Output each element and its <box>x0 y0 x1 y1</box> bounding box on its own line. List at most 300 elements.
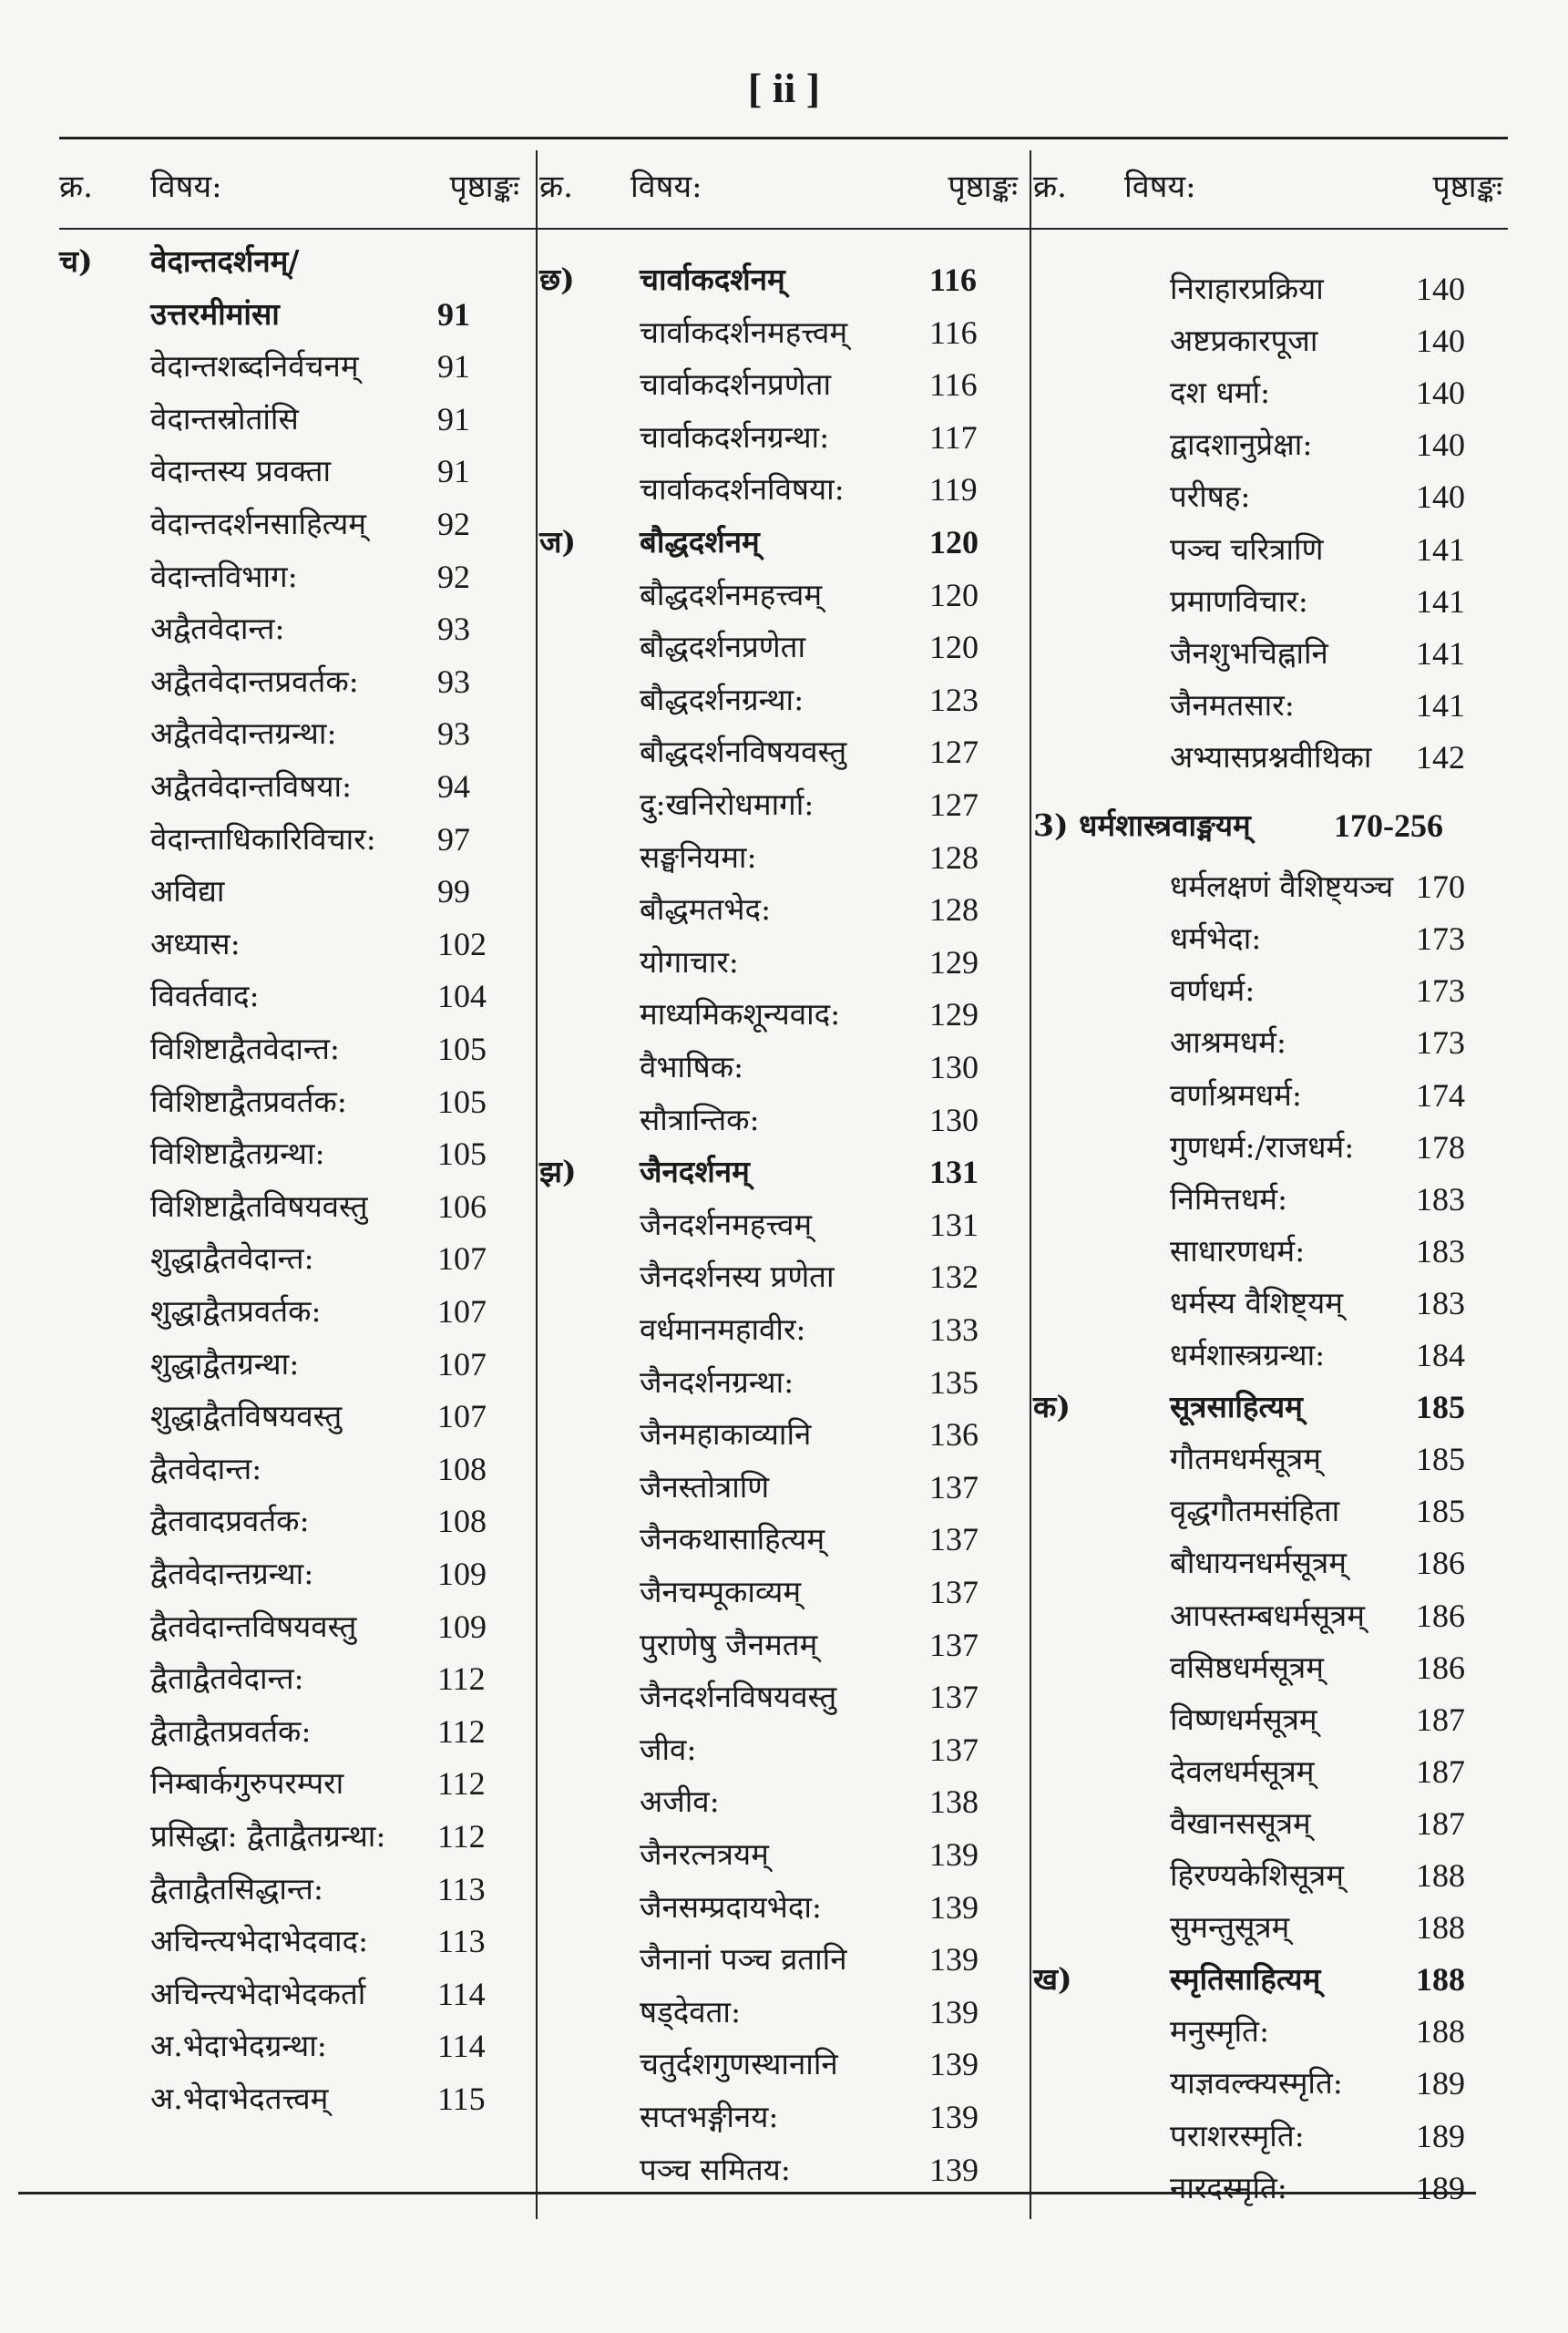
toc-entry <box>539 1094 1027 1146</box>
entry-title: द्वैतवेदान्तविषयवस्तु <box>150 1608 357 1644</box>
entry-page: 93 <box>437 715 470 753</box>
toc-entry <box>59 235 528 288</box>
toc-entry <box>59 918 528 971</box>
toc-entry <box>1033 1589 1512 1642</box>
entry-title: धर्मस्य वैशिष्ट्यम् <box>1170 1284 1343 1321</box>
entry-title: स्मृतिसाहित्यम् <box>1170 1961 1321 1998</box>
entry-title: जैनदर्शनमहत्त्वम् <box>640 1206 813 1242</box>
entry-title: निमित्तधर्म: <box>1170 1180 1288 1217</box>
entry-page: 184 <box>1416 1337 1465 1373</box>
toc-entry <box>59 1338 528 1391</box>
entry-page: 91 <box>437 400 470 437</box>
entry-title: सूत्रसाहित्यम् <box>1170 1389 1303 1425</box>
toc-entry <box>539 1723 1027 1776</box>
entry-page: 174 <box>1416 1076 1465 1114</box>
entry-page: 132 <box>929 1259 979 1296</box>
entry-title: दु:खनिरोधमार्गा: <box>640 786 815 822</box>
toc-entry <box>539 253 1027 306</box>
entry-title: पञ्च समितय: <box>640 2151 791 2187</box>
toc-entry <box>539 463 1027 516</box>
toc-entry <box>1033 964 1512 1017</box>
entry-page: 127 <box>929 734 979 771</box>
entry-page: 94 <box>437 768 470 805</box>
entry-page: 139 <box>929 1993 979 2030</box>
header-subject: विषय: <box>630 169 702 205</box>
toc-entry <box>59 445 528 498</box>
toc-entry <box>539 569 1027 622</box>
toc-entry <box>539 1933 1027 1986</box>
entry-page: 185 <box>1416 1389 1465 1426</box>
entry-title: सङ्घनियमा: <box>640 838 757 875</box>
entry-title: चार्वाकदर्शनम् <box>640 262 785 297</box>
entry-title: द्वैतवादप्रवर्तक: <box>150 1503 310 1539</box>
toc-entry <box>539 1986 1027 2039</box>
entry-title: पुराणेषु जैनमतम् <box>640 1626 818 1662</box>
entry-page: 137 <box>929 1468 979 1506</box>
entry-page: 189 <box>1416 2117 1465 2154</box>
entry-page: 113 <box>437 1923 486 1960</box>
entry-title: पञ्च चरित्राणि <box>1170 530 1324 567</box>
entry-title: वसिष्ठधर्मसूत्रम् <box>1170 1649 1324 1685</box>
toc-entry <box>539 2091 1027 2143</box>
toc-entry <box>539 1250 1027 1303</box>
entry-page: 138 <box>929 1783 979 1821</box>
entry-title: मनुस्मृति: <box>1170 2013 1270 2050</box>
column-header <box>59 164 528 219</box>
entry-page: 131 <box>929 1206 979 1243</box>
toc-entry <box>59 1600 528 1653</box>
toc-entry <box>59 970 528 1023</box>
entry-title: बौद्धदर्शनग्रन्था: <box>640 681 804 717</box>
entry-page: 116 <box>929 366 978 404</box>
entry-page: 104 <box>437 978 487 1015</box>
toc-entry <box>539 1566 1027 1619</box>
entry-page: 188 <box>1416 1909 1465 1947</box>
entry-title: सुमन्तुसूत्रम् <box>1170 1909 1290 1946</box>
entry-page: 173 <box>1416 1024 1465 1062</box>
column-header <box>1033 164 1512 219</box>
entry-title: द्वादशानुप्रेक्षा: <box>1170 427 1313 463</box>
entry-title: जैनस्तोत्राणि <box>640 1468 770 1505</box>
toc-entry <box>539 1356 1027 1409</box>
entry-title: विवर्तवाद: <box>150 978 260 1014</box>
entry-title: 3) धर्मशास्त्रवाङ्मयम् <box>1033 807 1251 843</box>
entry-title: जैनशुभचिह्नानि <box>1170 634 1328 671</box>
toc-entry <box>539 1619 1027 1671</box>
toc-entry <box>539 1198 1027 1251</box>
entry-page: 112 <box>437 1660 486 1698</box>
entry-page: 187 <box>1416 1804 1465 1842</box>
entry-title: चतुर्दशगुणस्थानानि <box>640 2046 838 2082</box>
entry-title: अजीव: <box>640 1783 720 1820</box>
entry-page: 137 <box>929 1731 979 1768</box>
entry-title: विशिष्टाद्वैतविषयवस्तु <box>150 1187 368 1224</box>
toc-entry <box>1033 1173 1512 1226</box>
toc-entry <box>1033 1797 1512 1850</box>
toc-entry <box>539 358 1027 411</box>
entry-title: याज्ञवल्क्यस्मृति: <box>1170 2065 1343 2102</box>
entry-page: 114 <box>437 1975 486 2012</box>
entry-page: 188 <box>1416 1857 1465 1894</box>
entry-title: विशिष्टाद्वैतवेदान्त: <box>150 1031 340 1066</box>
entry-number: च) <box>59 243 93 279</box>
entry-title: वेदान्तदर्शनम्/ <box>150 243 300 279</box>
entry-title: द्वैतवेदान्त: <box>150 1450 262 1486</box>
entry-title: बौद्धदर्शनप्रणेता <box>640 629 806 665</box>
entry-title: शुद्धाद्वैतविषयवस्तु <box>150 1398 343 1434</box>
entry-title: शुद्धाद्वैतग्रन्था: <box>150 1345 300 1382</box>
entry-title: अचिन्त्यभेदाभेदकर्ता <box>150 1975 366 2011</box>
entry-title: विशिष्टाद्वैतप्रवर्तक: <box>150 1083 347 1119</box>
entry-title: निराहारप्रक्रिया <box>1170 271 1324 306</box>
toc-entry <box>1033 1381 1512 1434</box>
entry-title: द्वैतवेदान्तग्रन्था: <box>150 1556 314 1591</box>
entry-number: झ) <box>539 1154 577 1190</box>
entry-page: 137 <box>929 1626 979 1663</box>
entry-page: 189 <box>1416 2169 1465 2206</box>
column-header <box>539 164 1027 219</box>
header-rule <box>59 228 1508 230</box>
entry-title: धर्मलक्षणं वैशिष्ट्यञ्च <box>1170 868 1394 905</box>
entry-title: वेदान्तदर्शनसाहित्यम् <box>150 506 367 541</box>
entry-title: प्रसिद्धा: द्वैताद्वैतग्रन्था: <box>150 1818 386 1854</box>
entry-page: 140 <box>1416 478 1465 516</box>
toc-entry <box>1033 1329 1512 1382</box>
entry-page: 92 <box>437 506 470 542</box>
entry-page: 107 <box>437 1293 487 1330</box>
entry-page: 113 <box>437 1870 486 1907</box>
toc-entry <box>539 1670 1027 1723</box>
entry-page: 139 <box>929 2099 979 2135</box>
entry-title: पराशरस्मृति: <box>1170 2117 1305 2153</box>
toc-entry <box>1033 1225 1512 1278</box>
entry-title: आपस्तम्बधर्मसूत्रम् <box>1170 1597 1365 1633</box>
entry-title: विष्णधर्मसूत्रम् <box>1170 1701 1317 1737</box>
entry-title: वैखानससूत्रम् <box>1170 1804 1311 1841</box>
entry-title: सौत्रान्तिक: <box>640 1101 760 1137</box>
toc-entry <box>59 813 528 866</box>
entry-title: अद्वैतवेदान्त: <box>150 611 285 647</box>
toc-entry <box>59 2020 528 2072</box>
entry-title: जीव: <box>640 1731 697 1767</box>
entry-page: 129 <box>929 996 979 1033</box>
toc-entry <box>1033 679 1512 732</box>
entry-title: अ.भेदाभेदतत्त्वम् <box>150 2081 329 2116</box>
entry-page: 140 <box>1416 375 1465 412</box>
toc-entry <box>59 655 528 708</box>
entry-page: 108 <box>437 1450 487 1487</box>
toc-entry <box>539 411 1027 464</box>
toc-entry <box>539 1881 1027 1934</box>
toc-entry <box>539 1775 1027 1828</box>
toc-entry <box>1033 418 1512 471</box>
entry-page: 112 <box>437 1818 486 1855</box>
toc-entry <box>539 2143 1027 2196</box>
entry-title: वेदान्तस्रोतांसि <box>150 400 299 437</box>
toc-entry <box>59 550 528 603</box>
toc-entry <box>539 673 1027 726</box>
entry-title: जैनचम्पूकाव्यम् <box>640 1574 802 1609</box>
entry-page: 123 <box>929 681 979 718</box>
toc-entry <box>539 936 1027 989</box>
entry-title: शुद्धाद्वैतप्रवर्तक: <box>150 1293 322 1329</box>
entry-page: 183 <box>1416 1284 1465 1321</box>
toc-entry <box>59 288 528 341</box>
header-page: पृष्ठाङ्कः <box>1432 169 1502 205</box>
entry-page: 120 <box>929 524 979 560</box>
header-page: पृष्ठाङ्कः <box>948 169 1018 205</box>
entry-title: साधारणधर्म: <box>1170 1232 1306 1269</box>
toc-entry <box>1033 523 1512 576</box>
entry-title: द्वैताद्वैतवेदान्त: <box>150 1660 304 1697</box>
entry-page: 108 <box>437 1503 487 1540</box>
toc-entry <box>539 778 1027 831</box>
column-divider-1 <box>536 150 538 2219</box>
entry-page: 92 <box>437 558 470 595</box>
entry-title: बौद्धमतभेद: <box>640 891 772 928</box>
entry-title: जैनानां पञ्च व्रतानि <box>640 1941 847 1978</box>
entry-page: 139 <box>929 2046 979 2083</box>
entry-title: नारदस्मृति: <box>1170 2169 1287 2205</box>
toc-entry <box>539 306 1027 359</box>
toc-entry <box>59 2072 528 2125</box>
toc-entry <box>1033 1069 1512 1122</box>
toc-entry <box>59 602 528 655</box>
entry-page: 91 <box>437 295 470 333</box>
toc-entry <box>59 1495 528 1547</box>
entry-title: वेदान्तविभाग: <box>150 558 298 594</box>
toc-entry <box>539 1461 1027 1514</box>
entry-page: 105 <box>437 1136 487 1173</box>
toc-entry <box>1033 1901 1512 1954</box>
entry-page: 186 <box>1416 1649 1465 1686</box>
entry-title: जैनसम्प्रदायभेदा: <box>640 1888 823 1925</box>
entry-number: छ) <box>539 262 575 297</box>
entry-title: द्वैताद्वैतप्रवर्तक: <box>150 1712 312 1749</box>
toc-entry <box>1033 1693 1512 1746</box>
entry-page: 112 <box>437 1765 486 1803</box>
toc-entry <box>59 1863 528 1916</box>
entry-title: माध्यमिकशून्यवाद: <box>640 996 841 1033</box>
toc-entry <box>1033 627 1512 680</box>
toc-entry <box>1033 1485 1512 1537</box>
toc-entry <box>539 1146 1027 1198</box>
toc-entry <box>59 498 528 550</box>
entry-page: 173 <box>1416 920 1465 958</box>
entry-page: 99 <box>437 873 470 910</box>
toc-entry <box>59 1810 528 1863</box>
toc-entry <box>539 1303 1027 1356</box>
entry-title: शुद्धाद्वैतवेदान्त: <box>150 1240 314 1277</box>
toc-entry <box>1033 2162 1512 2215</box>
entry-page: 120 <box>929 629 979 666</box>
toc-entry <box>59 760 528 813</box>
entry-page: 128 <box>929 891 979 929</box>
entry-page: 120 <box>929 576 979 613</box>
entry-title: आश्रमधर्म: <box>1170 1024 1286 1061</box>
entry-title: बौद्धदर्शनविषयवस्तु <box>640 734 847 770</box>
entry-page: 189 <box>1416 2065 1465 2102</box>
entry-title: निम्बार्कगुरुपरम्परा <box>150 1765 344 1802</box>
toc-entry <box>1033 1953 1512 2006</box>
entry-title: अद्वैतवेदान्तविषया: <box>150 768 353 804</box>
entry-page: 136 <box>929 1416 979 1454</box>
entry-page: 109 <box>437 1608 487 1645</box>
toc-entry <box>1033 860 1512 913</box>
entry-page: 93 <box>437 611 470 648</box>
entry-title: चार्वाकदर्शनप्रणेता <box>640 366 832 403</box>
entry-page: 107 <box>437 1398 487 1435</box>
toc-entry <box>59 1443 528 1495</box>
entry-page: 170-256 <box>1334 807 1443 844</box>
entry-title: अध्यास: <box>150 925 241 961</box>
entry-title: जैनदर्शनविषयवस्तु <box>640 1679 837 1715</box>
entry-page: 139 <box>929 1888 979 1926</box>
entry-page: 141 <box>1416 530 1465 568</box>
header-number: क्र. <box>59 169 93 205</box>
entry-page: 106 <box>437 1187 487 1225</box>
toc-entry <box>1033 1016 1512 1069</box>
entry-page: 130 <box>929 1049 979 1085</box>
entry-page: 185 <box>1416 1441 1465 1478</box>
entry-title: अ.भेदाभेदग्रन्था: <box>150 2028 327 2064</box>
toc-entry <box>539 2038 1027 2091</box>
entry-title: जैनदर्शनम् <box>640 1154 750 1190</box>
entry-page: 188 <box>1416 2013 1465 2050</box>
entry-page: 141 <box>1416 686 1465 724</box>
header-subject: विषय: <box>150 169 222 205</box>
entry-page: 141 <box>1416 582 1465 620</box>
toc-entry <box>59 1757 528 1810</box>
entry-page: 183 <box>1416 1232 1465 1269</box>
entry-title: वर्णाश्रमधर्म: <box>1170 1076 1302 1113</box>
toc-entry <box>1033 1433 1512 1485</box>
entry-title: हिरण्यकेशिसूत्रम् <box>1170 1857 1344 1893</box>
entry-title: चार्वाकदर्शनविषया: <box>640 471 845 508</box>
entry-page: 128 <box>929 838 979 876</box>
entry-title: बौद्धदर्शनम् <box>640 524 760 560</box>
entry-title: द्वैताद्वैतसिद्धान्त: <box>150 1870 323 1906</box>
entry-page: 141 <box>1416 634 1465 672</box>
entry-title: परीषह: <box>1170 478 1251 515</box>
toc-entry <box>59 1390 528 1443</box>
entry-title: वेदान्ताधिकारिविचार: <box>150 820 376 857</box>
entry-title: वैभाषिक: <box>640 1049 744 1084</box>
entry-page: 186 <box>1416 1545 1465 1582</box>
entry-page: 139 <box>929 1836 979 1873</box>
toc-entry <box>59 1127 528 1180</box>
entry-page: 183 <box>1416 1180 1465 1218</box>
entry-page: 109 <box>437 1556 487 1592</box>
toc-entry <box>59 1075 528 1128</box>
toc-entry <box>59 393 528 446</box>
entry-title: देवलधर्मसूत्रम् <box>1170 1752 1315 1789</box>
entry-page: 107 <box>437 1345 487 1382</box>
entry-title: जैनदर्शनस्य प्रणेता <box>640 1259 835 1295</box>
entry-page: 112 <box>437 1712 486 1750</box>
toc-entry <box>1033 2057 1512 2110</box>
entry-number: क) <box>1033 1389 1071 1425</box>
entry-page: 114 <box>437 2028 486 2065</box>
entry-title: अचिन्त्यभेदाभेदवाद: <box>150 1923 369 1959</box>
toc-entry <box>1033 1641 1512 1694</box>
entry-page: 135 <box>929 1363 979 1401</box>
entry-page: 105 <box>437 1031 487 1067</box>
toc-entry <box>59 707 528 760</box>
entry-page: 139 <box>929 1941 979 1978</box>
toc-entry <box>59 1705 528 1758</box>
entry-title: अभ्यासप्रश्नवीथिका <box>1170 738 1372 775</box>
entry-page: 102 <box>437 925 487 962</box>
toc-entry <box>539 831 1027 884</box>
toc-entry <box>1033 314 1512 367</box>
entry-title: षड्देवता: <box>640 1993 742 2030</box>
entry-page: 140 <box>1416 323 1465 360</box>
entry-page: 107 <box>437 1240 487 1278</box>
entry-page: 142 <box>1416 738 1465 776</box>
entry-page: 170 <box>1416 868 1465 906</box>
header-number: क्र. <box>1033 169 1067 205</box>
entry-title: प्रमाणविचार: <box>1170 582 1308 619</box>
entry-page: 173 <box>1416 972 1465 1010</box>
entry-title: वेदान्तस्य प्रवक्ता <box>150 453 332 489</box>
entry-title: वर्णधर्म: <box>1170 972 1255 1009</box>
toc-entry <box>59 865 528 918</box>
toc-entry <box>539 1828 1027 1881</box>
top-rule <box>59 137 1508 139</box>
entry-page: 116 <box>929 313 978 351</box>
entry-title: अविद्या <box>150 873 225 910</box>
entry-page: 97 <box>437 820 470 858</box>
toc-entry <box>1033 912 1512 965</box>
toc-entry <box>1033 575 1512 628</box>
toc-entry <box>1033 2110 1512 2163</box>
entry-page: 129 <box>929 943 979 981</box>
toc-entry <box>59 1915 528 1968</box>
toc-entry <box>539 516 1027 569</box>
entry-page: 91 <box>437 348 470 385</box>
entry-title: बौधायनधर्मसूत्रम् <box>1170 1545 1347 1581</box>
toc-entry <box>59 1232 528 1285</box>
entry-number: ख) <box>1033 1961 1072 1998</box>
entry-number: ज) <box>539 524 577 560</box>
entry-title: विशिष्टाद्वैतग्रन्था: <box>150 1136 325 1172</box>
header-subject: विषय: <box>1124 169 1196 205</box>
entry-title: जैनकथासाहित्यम् <box>640 1521 825 1557</box>
toc-entry <box>59 1547 528 1600</box>
toc-entry <box>1033 1121 1512 1174</box>
entry-page: 137 <box>929 1521 979 1558</box>
entry-title: गुणधर्म:/राजधर्म: <box>1170 1128 1355 1165</box>
column-divider-2 <box>1030 150 1031 2219</box>
toc-entry <box>59 1652 528 1705</box>
entry-title: जैनमतसार: <box>1170 686 1295 723</box>
entry-page: 119 <box>929 471 978 509</box>
entry-page: 130 <box>929 1101 979 1138</box>
entry-page: 137 <box>929 1679 979 1716</box>
entry-title: अद्वैतवेदान्तग्रन्था: <box>150 715 337 752</box>
toc-entry <box>539 883 1027 936</box>
entry-title: जैनदर्शनग्रन्था: <box>640 1363 794 1400</box>
entry-title: जैनमहाकाव्यानि <box>640 1416 812 1453</box>
header-number: क्र. <box>539 169 573 205</box>
toc-entry <box>59 340 528 393</box>
entry-page: 117 <box>929 418 978 456</box>
entry-page: 185 <box>1416 1493 1465 1530</box>
entry-title: जैनरत्नत्रयम् <box>640 1836 769 1872</box>
entry-title: दश धर्मा: <box>1170 375 1271 411</box>
entry-page: 116 <box>929 262 978 298</box>
